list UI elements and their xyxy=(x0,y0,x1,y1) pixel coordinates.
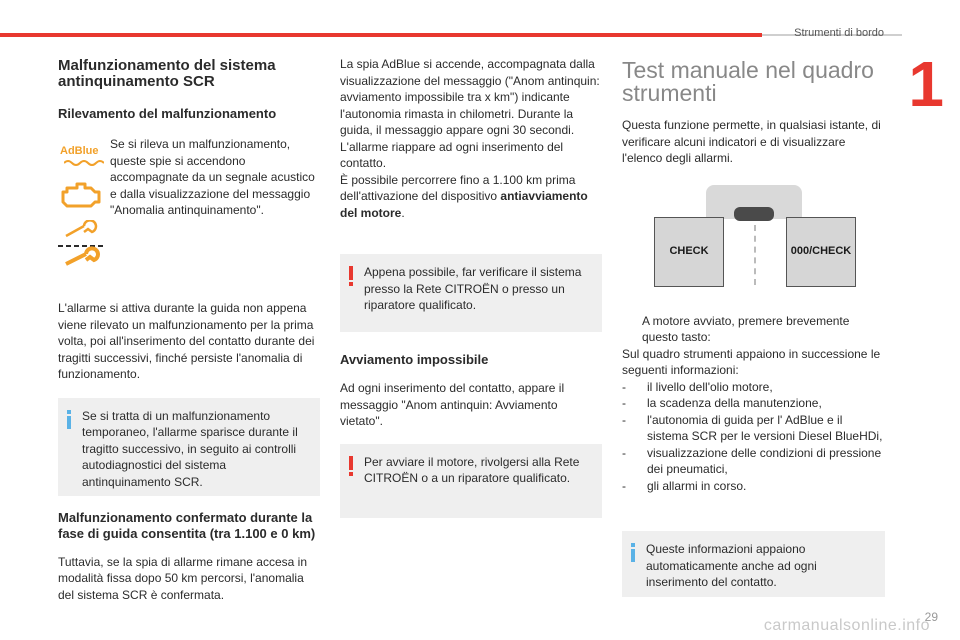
paragraph-confirmed: Tuttavia, se la spia di allarme rimane accesa in modalità fissa dopo 50 km percorsi, l'anomalia del sistema SCR è confermata. xyxy=(58,554,307,602)
check-button[interactable]: CHECK xyxy=(654,217,724,287)
paragraph-intro: Questa funzione permette, in qualsiasi istante, di verificare alcuni indicatori e di visualizzare l'elenco degli allarmi. xyxy=(622,118,881,165)
watermark: carmanualsonline.info xyxy=(763,617,930,634)
subheading-start-impossible: Avviamento impossibile xyxy=(340,352,489,367)
warning-icon xyxy=(349,456,353,474)
list-item: - gli allarmi in corso. xyxy=(622,478,885,495)
list-item: - la scadenza della manutenzione, xyxy=(622,395,885,412)
separator-dash xyxy=(754,225,756,285)
warning-note-start: Per avviare il motore, rivolgersi alla Rete CITROËN o a un riparatore qualificato. xyxy=(340,444,602,518)
warning-icon xyxy=(349,266,353,284)
info-note-temporary: Se si tratta di un malfunzionamento temporaneo, l'allarme sparisce durante il tragitto successivo, in seguito ai controlli autodiagnostici del sistema antinquinamento SCR. xyxy=(58,398,320,496)
instruction-press: A motore avviato, premere brevemente questo tasto: xyxy=(642,313,850,344)
section-heading-test: Test manuale nel quadro strumenti xyxy=(622,57,874,106)
engine-icon xyxy=(58,180,102,210)
list-item: - l'autonomia di guida per l' AdBlue e il sistema SCR per le versioni Diesel BlueHDi, xyxy=(622,412,885,445)
header-accent-bar xyxy=(0,33,762,37)
section-title: Strumenti di bordo xyxy=(794,27,884,39)
column-left xyxy=(58,56,320,603)
info-icon xyxy=(67,410,71,428)
paragraph-list-intro: Sul quadro strumenti appaiono in successione le seguenti informazioni: xyxy=(622,346,881,377)
warning-lights-text: Se si rileva un malfunzionamento, queste spie si accendono accompagnate da un segnale acustico e dalla visualizzazione del messaggio "Anomalia antinquinamento". xyxy=(110,137,315,217)
info-icon xyxy=(631,543,635,561)
list-item: - visualizzazione delle condizioni di pressione dei pneumatici, xyxy=(622,445,885,478)
section-heading-scr: Malfunzionamento del sistema antinquinamento SCR xyxy=(58,57,276,90)
subheading-detection: Rilevamento del malfunzionamento xyxy=(58,106,277,121)
chapter-number: 1 xyxy=(908,48,944,120)
subheading-confirmed: Malfunzionamento confermato durante la fase di guida consentita (tra 1.100 e 0 km) xyxy=(58,509,316,541)
column-right xyxy=(622,56,885,597)
adblue-icon: AdBlue xyxy=(60,146,104,168)
dashboard-dial xyxy=(734,207,774,221)
info-note-auto: Queste informazioni appaiono automaticamente anche ad ogni inserimento del contatto. xyxy=(622,531,885,597)
dashboard-illustration xyxy=(622,185,885,311)
info-list xyxy=(622,379,885,495)
service-wrench-icon xyxy=(58,220,104,270)
list-item: - il livello dell'olio motore, xyxy=(622,379,885,396)
odometer-check-button[interactable]: 000/CHECK xyxy=(786,217,856,287)
paragraph-alarm: L'allarme si attiva durante la guida non appena viene rilevato un malfunzionamento per la prima volta, poi all'inserimento del contatto durante dei tragitti successivi, finché persiste l'anomalia di funzionamento. xyxy=(58,301,315,381)
warning-lights-block xyxy=(58,136,320,286)
column-middle xyxy=(340,56,602,518)
paragraph-start-forbidden: Ad ogni inserimento del contatto, appare il messaggio "Anom antinquin: Avviamento vietato". xyxy=(340,381,565,428)
warning-note-check: Appena possibile, far verificare il sistema presso la Rete CITROËN o presso un riparatore qualificato. xyxy=(340,254,602,332)
paragraph-adblue-light: La spia AdBlue si accende, accompagnata dalla visualizzazione del messaggio ("Anom antinquin: avviamento impossibile tra x km") indicante l'autonomia rimasta in chilometri. Durante la guida, il messaggio appare ogni 30 secondi. L'allarme riappare ad ogni inserimento del contatto. xyxy=(340,57,600,170)
paragraph-anti-start: È possibile percorrere fino a 1.100 km prima dell'attivazione del dispositivo antiavviamento del motore. xyxy=(340,172,588,220)
page-number: 29 xyxy=(924,610,938,624)
